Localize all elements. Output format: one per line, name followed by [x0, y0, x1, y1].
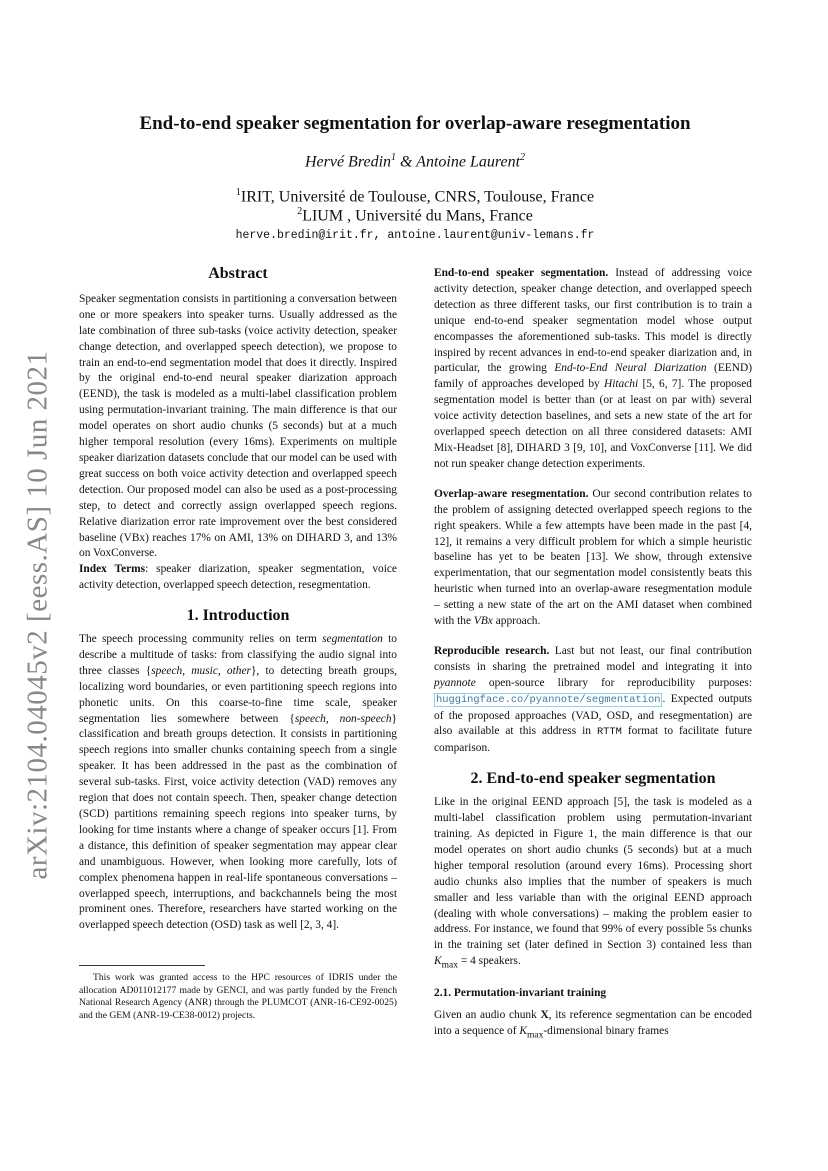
funding-footnote: This work was granted access to the HPC resources of IDRIS under the allocation AD011012177 made by GENCI, and was partly funded by the French National Research Agency (ANR) through the PLUMCOT (ANR-16-CE92-0025) and the GEM (ANR-19-CE38-0012) projects.	[79, 972, 397, 1021]
abstract-heading: Abstract	[208, 265, 268, 282]
huggingface-link[interactable]: huggingface.co/pyannote/segmentation	[436, 693, 661, 706]
author-1-affiliation: 1	[391, 152, 397, 163]
affiliation-1-text: IRIT, Université de Toulouse, CNRS, Toulouse, France	[240, 188, 595, 206]
paper-title: End-to-end speaker segmentation for overlap-aware resegmentation	[139, 113, 691, 134]
affiliation-2-text: LIUM , Université du Mans, France	[302, 207, 533, 225]
affiliation-1	[80, 187, 750, 206]
affiliation-2-mark: 2	[297, 206, 303, 217]
left-column	[79, 266, 397, 934]
index-terms	[79, 562, 397, 594]
author-line	[80, 152, 750, 171]
subsection-2-1-heading: 2.1. Permutation-invariant training	[434, 987, 607, 1000]
author-emails: herve.bredin@irit.fr, antoine.laurent@univ-lemans.fr	[235, 229, 595, 242]
section-2-heading: 2. End-to-end speaker segmentation	[470, 770, 716, 788]
author-separator: &	[396, 153, 417, 171]
author-2: Antoine Laurent	[416, 153, 521, 171]
arxiv-identifier: arXiv:2104.04045v2 [eess.AS] 10 Jun 2021	[21, 350, 54, 880]
section-2-paragraph: Like in the original EEND approach [5], the task is modeled as a multi-label classification problem using permutation-invariant training. As depicted in Figure 1, the main difference is that our model operates on short audio chunks (5 seconds) but at a much higher temporal resolution (around every 16ms). Processing short audio chunks also implies that the number of speakers is much smaller and less variable than with the original EEND approach (dealing with whole conversations) – making the problem easier to address. For instance, we found that 99% of every possible 5s chunks in the training set (later defined in Section 3) contained less than $K_{max} = 4$ speakers.	[434, 796, 752, 971]
contribution-reproducible: Reproducible research. Last but not least, our final contribution consists in sharing the pretrained model and integrating it into pyannote open-source library for reproducibility purposes: huggingface.co/pyannote/segmentation . Expected outputs of the proposed approaches (VAD, OSD, and resegmentation) are also available at this address in RTTM format to facilitate future comparison.	[434, 644, 752, 755]
contribution-overlap: Overlap-aware resegmentation. Our second contribution relates to the problem of assigning detected overlapped speech regions to the right speakers. While a few attempts have been made in the past [4, 12], it remains a very difficult problem for which a simple heuristic baseline has yet to be beaten [13]. We show, through extensive experimentation, that our segmentation model consistently beats this heuristic when turned into an overlap-aware resegmentation module – setting a new state of the art on the AMI dataset when combined with the VBx approach.	[434, 487, 752, 628]
index-terms-text: : speaker diarization, speaker segmentation, voice activity detection, overlapped speech detection, resegmentation.	[79, 563, 397, 592]
footnote-rule	[79, 965, 205, 966]
abstract-body: Speaker segmentation consists in partitioning a conversation between one or more speakers into speaker turns. Usually addressed as the late combination of three sub-tasks (voice activity detection, speaker change detection, and overlapped speech detection), we propose to train an end-to-end segmentation model that does it directly. Inspired by the original end-to-end neural speaker diarization approach (EEND), the task is modeled as a multi-label classification problem using permutation-invariant training. The main difference is that our model operates on short audio chunks (5 seconds) but at a much higher temporal resolution (every 16ms). Experiments on multiple speaker diarization datasets conclude that our model can be used with great success on both voice activity detection and overlapped speech detection. Our proposed model can also be used as a post-processing step, to detect and correctly assign overlapped speech regions. Relative diarization error rate improvement over the best considered baseline (VBx) reaches 17% on AMI, 13% on DIHARD 3, and 13% on VoxConverse.	[79, 292, 397, 560]
index-terms-label: Index Terms	[79, 563, 146, 576]
right-column	[434, 266, 752, 1044]
introduction-paragraph: The speech processing community relies on term segmentation to describe a multitude of tasks: from classifying the audio signal into three classes {speech, music, other}, to detecting breath groups, localizing word boundaries, or even partitioning speech regions into phonetic units. On this coarse-to-fine time scale, speaker segmentation lies somewhere between {speech, non-speech} classification and breath groups detection. It consists in partitioning speech regions into smaller chunks containing speech from a single speaker. It has been addressed in the past as the combination of several sub-tasks. First, voice activity detection (VAD) removes any region that does not contain speech. Then, speaker change detection (SCD) partitions remaining speech regions into speaker turns, by looking for time instants where a change of speaker occurs [1]. From a distance, this definition of speaker segmentation may appear clear and unambiguous. However, when looking more carefully, lots of complex phenomena happen in real-life spontaneous conversations – overlapped speech, interruptions, and backchannels being the most prominent ones. Therefore, researchers have started working on the overlapped speech detection (OSD) task as well [2, 3, 4].	[79, 633, 397, 932]
affiliation-2	[80, 206, 750, 225]
contribution-e2e: End-to-end speaker segmentation. Instead of addressing voice activity detection, speaker change detection, and overlapped speech detection as three different tasks, our first contribution is to train a unique end-to-end speaker segmentation model whose output encompasses the aforementioned sub-tasks. This model is directly inspired by recent advances in end-to-end speaker diarization and, in particular, the growing End-to-End Neural Diarization (EEND) family of approaches developed by Hitachi [5, 6, 7]. The proposed segmentation model is better than (or at least on par with) several voice activity detection baselines, and sets a new state of the art for overlapped speech detection on all three considered datasets: AMI Mix-Headset [8], DIHARD 3 [9, 10], and VoxConverse [11]. We did not run speaker change detection experiments.	[434, 267, 752, 470]
arxiv-sidebar	[8, 350, 68, 880]
subsection-2-1-paragraph: Given an audio chunk X, its reference segmentation can be encoded into a sequence of $K_{max}$-dimensional binary frames	[434, 1009, 752, 1041]
footnote	[79, 965, 397, 1022]
author-1: Hervé Bredin	[304, 153, 392, 171]
introduction-heading: 1. Introduction	[186, 607, 290, 625]
affiliation-1-mark: 1	[235, 187, 241, 198]
author-2-affiliation: 2	[520, 152, 526, 163]
